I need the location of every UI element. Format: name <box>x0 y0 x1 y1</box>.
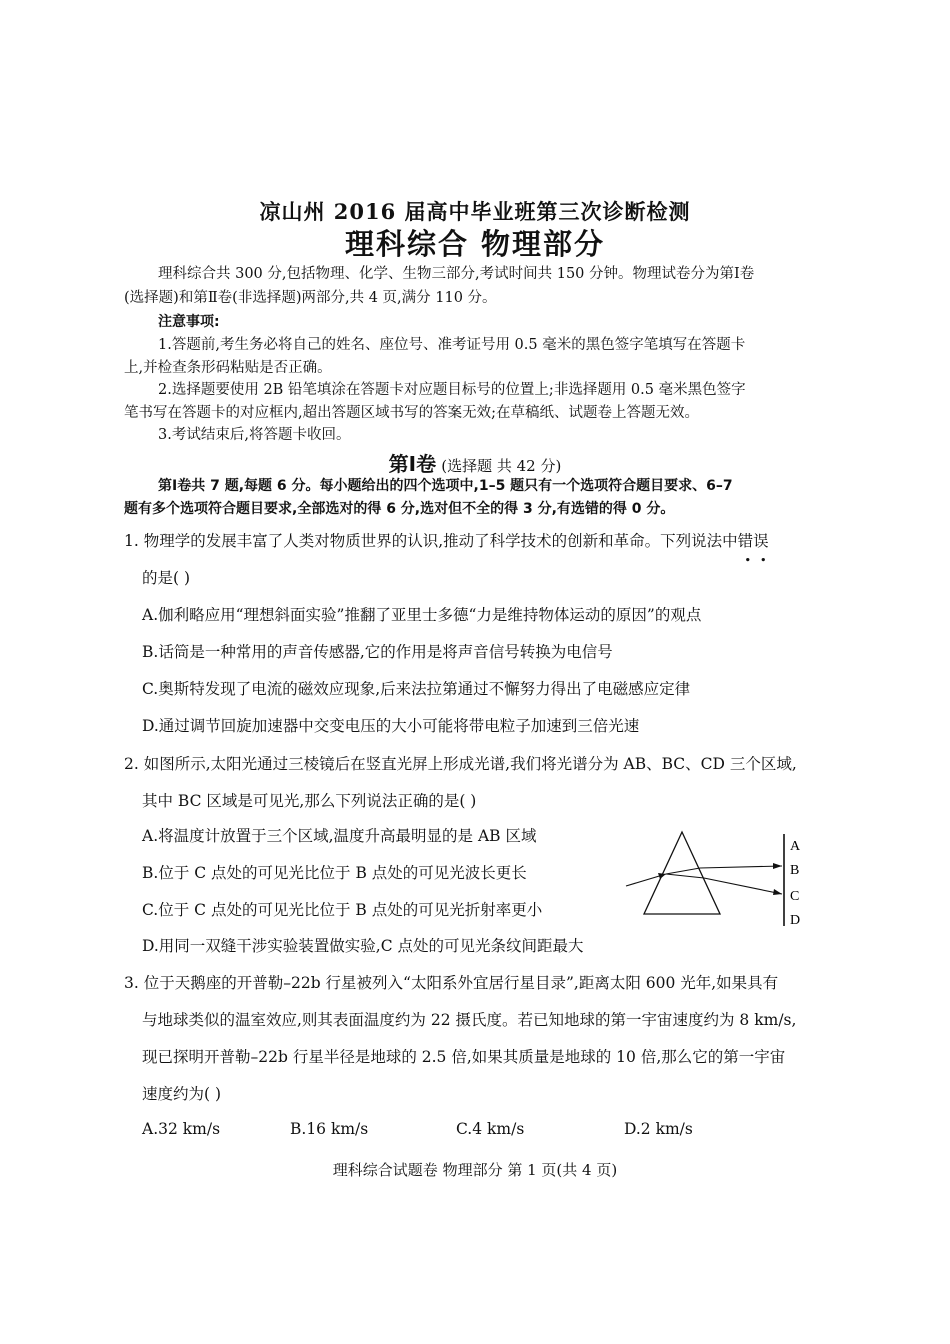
arrow-c <box>773 889 782 895</box>
incident-arrow <box>658 873 666 879</box>
q3-stem-line-2: 与地球类似的温室效应,则其表面温度约为 22 摄氏度。若已知地球的第一宇宙速度约为 8 km/s, <box>142 1011 797 1029</box>
q2-stem-line-1: 2. 如图所示,太阳光通过三棱镜后在竖直光屏上形成光谱,我们将光谱分为 AB、BC、CD 三个区域, <box>124 755 797 773</box>
q3-option-b: B.16 km/s <box>290 1120 369 1138</box>
exam-subtitle: 理科综合 物理部分 <box>344 227 606 261</box>
q1-option-c: C.奥斯特发现了电流的磁效应现象,后来法拉第通过不懈努力得出了电磁感应定律 <box>142 680 691 698</box>
q1-stem-line-2: 的是( ) <box>142 569 191 587</box>
q2-option-b: B.位于 C 点处的可见光比位于 B 点处的可见光波长更长 <box>142 864 527 882</box>
note-3: 3.考试结束后,将答题卡收回。 <box>158 427 351 443</box>
q2-stem-line-2: 其中 BC 区域是可见光,那么下列说法正确的是( ) <box>142 792 477 810</box>
outgoing-ray-c <box>704 878 782 894</box>
exam-title: 凉山州 2016 届高中毕业班第三次诊断检测 <box>259 199 691 224</box>
section-title: 第Ⅰ卷 <box>388 452 437 476</box>
q3-option-a: A.32 km/s <box>142 1120 221 1138</box>
q3-option-d: D.2 km/s <box>624 1120 693 1138</box>
q3-stem-line-4: 速度约为( ) <box>142 1085 222 1103</box>
note-2b: 笔书写在答题卡的对应框内,超出答题区域书写的答案无效;在草稿纸、试题卷上答题无效。 <box>124 405 699 421</box>
refracted-ray-top <box>666 868 700 874</box>
page-footer: 理科综合试题卷 物理部分 第 1 页(共 4 页) <box>332 1161 618 1179</box>
screen-label-b: B <box>790 863 800 878</box>
q1-emphasis-1: 错 <box>737 532 754 550</box>
q1-option-d: D.通过调节回旋加速器中交变电压的大小可能将带电粒子加速到三倍光速 <box>142 717 640 735</box>
q2-option-d: D.用同一双缝干涉实验装置做实验,C 点处的可见光条纹间距最大 <box>142 937 584 955</box>
q3-stem-line-3: 现已探明开普勒–22b 行星半径是地球的 2.5 倍,如果其质量是地球的 10 倍,那么它的第一宇宙 <box>142 1048 786 1066</box>
screen-label-a: A <box>790 839 801 854</box>
section-subtitle: (选择题 共 42 分) <box>441 457 562 475</box>
section-heading <box>0 448 950 477</box>
q1-stem-text: 1. 物理学的发展丰富了人类对物质世界的认识,推动了科学技术的创新和革命。下列说法中 <box>124 532 738 550</box>
screen-label-c: C <box>790 889 800 904</box>
prism-diagram <box>620 826 820 934</box>
q1-stem-line-1 <box>124 529 769 551</box>
intro-line-1: 理科综合共 300 分,包括物理、化学、生物三部分,考试时间共 150 分钟。物理试卷分为第Ⅰ卷 <box>158 266 755 282</box>
q2-option-a: A.将温度计放置于三个区域,温度升高最明显的是 AB 区域 <box>142 827 537 845</box>
screen-label-d: D <box>790 913 801 928</box>
q3-option-c: C.4 km/s <box>456 1120 525 1138</box>
section-instructions-2: 题有多个选项符合题目要求,全部选对的得 6 分,选对但不全的得 3 分,有选错的得 0 分。 <box>124 501 675 517</box>
note-1b: 上,并检查条形码粘贴是否正确。 <box>124 360 332 376</box>
q2-option-c: C.位于 C 点处的可见光比位于 B 点处的可见光折射率更小 <box>142 901 543 919</box>
notes-heading: 注意事项: <box>158 314 220 330</box>
q3-stem-line-1: 3. 位于天鹅座的开普勒–22b 行星被列入“太阳系外宜居行星目录”,距离太阳 600 光年,如果具有 <box>124 974 779 992</box>
prism-triangle <box>644 832 720 914</box>
arrow-b <box>773 863 782 869</box>
refracted-ray-bottom <box>666 874 704 878</box>
note-2a: 2.选择题要使用 2B 铅笔填涂在答题卡对应题目标号的位置上;非选择题用 0.5 毫米黑色签字 <box>158 382 746 398</box>
q1-option-a: A.伽利略应用“理想斜面实验”推翻了亚里士多德“力是维持物体运动的原因”的观点 <box>142 606 702 624</box>
note-1a: 1.答题前,考生务必将自己的姓名、座位号、准考证号用 0.5 毫米的黑色签字笔填写在答题卡 <box>158 337 746 353</box>
intro-line-2: (选择题)和第Ⅱ卷(非选择题)两部分,共 4 页,满分 110 分。 <box>124 290 497 306</box>
q1-option-b: B.话筒是一种常用的声音传感器,它的作用是将声音信号转换为电信号 <box>142 643 613 661</box>
section-instructions-1: 第Ⅰ卷共 7 题,每题 6 分。每小题给出的四个选项中,1–5 题只有一个选项符合题目要求、6–7 <box>158 478 733 494</box>
outgoing-ray-b <box>700 866 782 868</box>
q1-emphasis-2: 误 <box>753 532 769 550</box>
